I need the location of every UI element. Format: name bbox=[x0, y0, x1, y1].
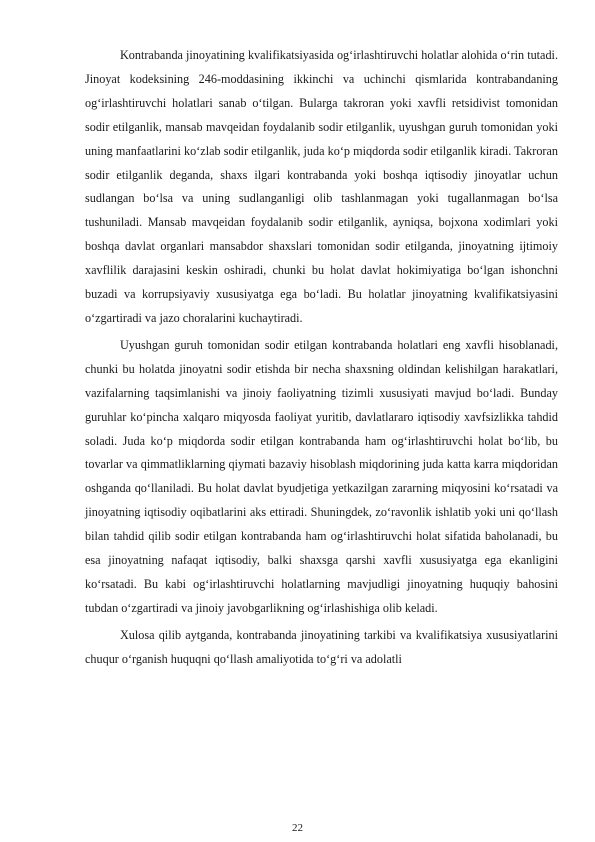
page-number: 22 bbox=[292, 822, 303, 834]
paragraph: Kontrabanda jinoyatining kvalifikatsiyasida og‘irlashtiruvchi holatlar alohida o‘rin tutadi. Jinoyat kodeksining 246-moddasining ikkinchi va uchinchi qismlarida kontrabandaning og‘irlashtiruvchi holatlari sanab o‘tilgan. Bularga takroran yoki xavfli retsidivist tomonidan sodir etilganlik, mansab mavqeidan foydalanib sodir etilganlik, uyushgan guruh tomonidan yoki uning manfaatlarini ko‘zlab sodir etilganlik, juda ko‘p miqdorda sodir etilganlik kiradi. Takroran sodir etilganlik deganda, shaxs ilgari kontrabanda yoki boshqa iqtisodiy jinoyatlar uchun sudlangan bo‘lsa va uning sudlanganligi olib tashlanmagan yoki tugallanmagan bo‘lsa tushuniladi. Mansab mavqeidan foydalanib sodir etilganlik, ayniqsa, bojxona xodimlari yoki boshqa davlat organlari mansabdor shaxslari tomonidan sodir etilganda, jinoyatning ijtimoiy xavflilik darajasini keskin oshiradi, chunki bu holat davlat hokimiyatiga bo‘lgan ishonchni buzadi va korrupsiyaviy xususiyatga ega bo‘ladi. Bu holatlar jinoyatning kvalifikatsiyasini o‘zgartiradi va jazo choralarini kuchaytiradi. bbox=[85, 48, 558, 325]
paragraph: Xulosa qilib aytganda, kontrabanda jinoyatining tarkibi va kvalifikatsiya xususiyatlarini chuqur o‘rganish huquqni qo‘llash amaliyotida to‘g‘ri va adolatli bbox=[85, 627, 558, 666]
document-body bbox=[85, 44, 558, 675]
paragraph: Uyushgan guruh tomonidan sodir etilgan kontrabanda holatlari eng xavfli hisoblanadi, chunki bu holatda jinoyatni sodir etishda bir necha shaxsning oldindan kelishilgan harakatlari, vazifalarning taqsimlanishi va jinoiy faoliyatning tizimli xususiyati mavjud bo‘ladi. Bunday guruhlar ko‘pincha xalqaro miqyosda faoliyat yuritib, davlatlararo iqtisodiy xavfsizlikka tahdid soladi. Juda ko‘p miqdorda sodir etilgan kontrabanda ham og‘irlashtiruvchi holat bo‘lib, bu tovarlar va qimmatliklarning qiymati bazaviy hisoblash miqdorining juda katta karra miqdoridan oshganda qo‘llaniladi. Bu holat davlat byudjetiga yetkazilgan zararning miqyosini ko‘rsatadi va jinoyatning iqtisodiy oqibatlarini aks ettiradi. Shuningdek, zo‘ravonlik ishlatib yoki uni qo‘llash bilan tahdid qilib sodir etilgan kontrabanda ham og‘irlashtiruvchi holat sifatida baholanadi, bu esa jinoyatning nafaqat iqtisodiy, balki shaxsga qarshi xavfli xususiyatga ega ekanligini ko‘rsatadi. Bu kabi og‘irlashtiruvchi holatlarning mavjudligi jinoyatning huquqiy bahosini tubdan o‘zgartiradi va jinoiy javobgarlikning og‘irlashishiga olib keladi. bbox=[85, 337, 558, 615]
